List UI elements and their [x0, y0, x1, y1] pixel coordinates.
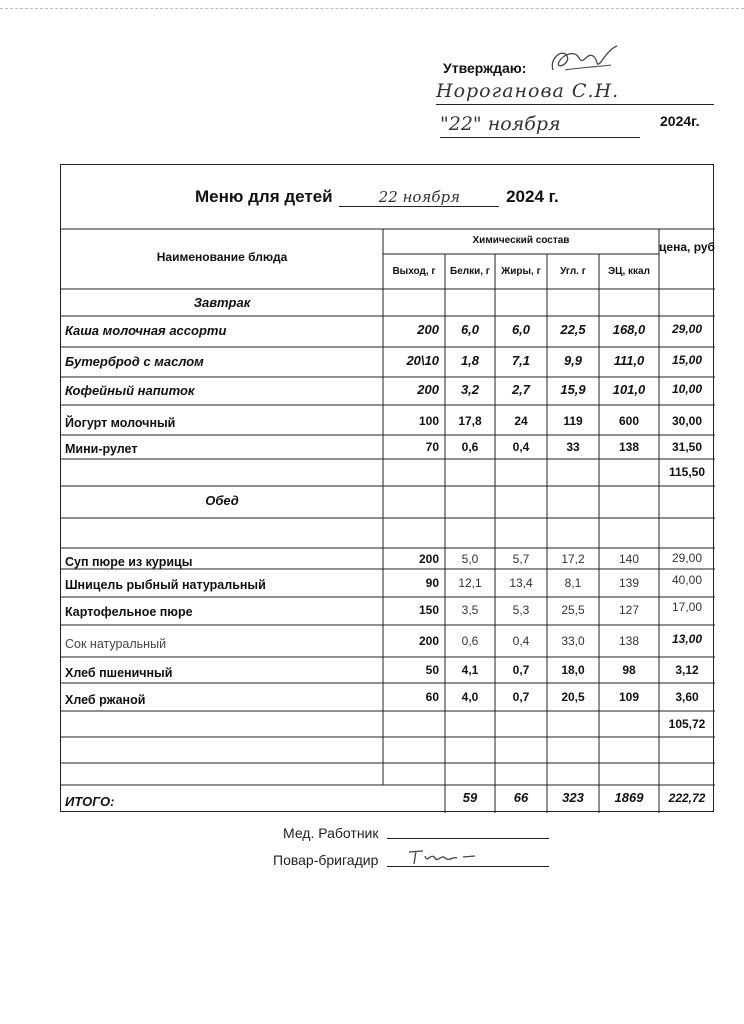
lunch-subtotal: 105,72	[668, 717, 706, 731]
header-energy: ЭЦ, ккал	[608, 266, 650, 277]
dish-name: Шницель рыбный натуральный	[65, 578, 266, 592]
total-price: 222,72	[668, 791, 706, 805]
dish-fat: 6,0	[511, 322, 531, 337]
cook-label: Повар-бригадир	[273, 852, 379, 868]
dish-carbs: 15,9	[560, 382, 586, 397]
cook-signature	[405, 846, 485, 868]
dish-price: 31,50	[671, 440, 703, 454]
dish-output: 90	[425, 576, 439, 590]
medic-label: Мед. Работник	[283, 825, 379, 841]
dish-price: 29,00	[671, 551, 703, 565]
dish-price: 17,00	[671, 600, 703, 614]
menu-title	[195, 187, 559, 207]
medic-signature-line	[387, 838, 549, 839]
dish-output: 50	[425, 663, 439, 677]
total-protein: 59	[462, 790, 478, 805]
dish-energy: 138	[618, 634, 640, 648]
dish-output: 100	[418, 414, 439, 428]
header-fat: Жиры, г	[501, 266, 541, 277]
section-lunch: Обед	[205, 493, 239, 508]
dish-protein: 12,1	[458, 576, 482, 590]
dish-energy: 127	[618, 603, 640, 617]
dish-fat: 0,4	[512, 634, 530, 648]
dish-fat: 2,7	[511, 382, 531, 397]
dish-energy: 101,0	[612, 382, 646, 397]
dish-carbs: 33,0	[561, 634, 585, 648]
dish-price: 30,00	[671, 414, 703, 428]
menu-title-date: 22 ноября	[339, 188, 499, 207]
dish-carbs: 33	[566, 440, 580, 454]
dish-protein: 17,8	[458, 414, 482, 428]
approval-year: 2024г.	[660, 113, 700, 129]
dish-protein: 4,1	[461, 663, 479, 677]
menu-table	[60, 164, 714, 812]
dish-carbs: 25,5	[561, 603, 585, 617]
dish-energy: 140	[618, 552, 640, 566]
dish-name: Каша молочная ассорти	[65, 323, 227, 338]
approval-date: "22" ноября	[440, 113, 640, 138]
approval-label: Утверждаю:	[443, 60, 527, 76]
dish-protein: 0,6	[461, 634, 479, 648]
dish-protein: 6,0	[460, 322, 480, 337]
dish-name: Хлеб ржаной	[65, 693, 146, 707]
dish-name: Картофельное пюре	[65, 605, 193, 619]
dish-fat: 7,1	[511, 353, 531, 368]
dish-output: 200	[418, 552, 439, 566]
header-price: цена, руб	[659, 240, 715, 254]
dish-protein: 4,0	[461, 690, 479, 704]
dish-name: Бутерброд с маслом	[65, 354, 204, 369]
header-protein: Белки, г	[450, 266, 490, 277]
dish-fat: 13,4	[509, 576, 533, 590]
total-label: ИТОГО:	[65, 794, 115, 809]
dish-protein: 3,5	[461, 603, 479, 617]
header-carbs: Угл. г	[560, 266, 586, 277]
dish-fat: 5,3	[512, 603, 530, 617]
dish-carbs: 20,5	[561, 690, 585, 704]
dish-output: 150	[418, 603, 439, 617]
dish-energy: 168,0	[612, 322, 646, 337]
dish-price: 40,00	[671, 573, 703, 587]
dish-protein: 5,0	[461, 552, 479, 566]
dish-name: Сок натуральный	[65, 637, 167, 651]
header-chem: Химический состав	[472, 235, 570, 246]
dish-output: 70	[425, 440, 439, 454]
dish-fat: 0,7	[512, 663, 530, 677]
menu-title-suffix: 2024 г.	[506, 187, 559, 206]
total-fat: 66	[513, 790, 529, 805]
dish-carbs: 18,0	[561, 663, 585, 677]
dish-name: Кофейный напиток	[65, 383, 195, 398]
dish-fat: 0,4	[512, 440, 530, 454]
dish-price: 29,00	[671, 322, 703, 336]
header-output: Выход, г	[392, 266, 436, 277]
scan-edge	[0, 8, 744, 9]
dish-energy: 109	[618, 690, 640, 704]
dish-output: 20\10	[406, 353, 439, 368]
dish-carbs: 9,9	[563, 353, 583, 368]
dish-name: Суп пюре из курицы	[65, 555, 193, 569]
approval-name: Нороганова С.Н.	[436, 80, 714, 105]
dish-protein: 1,8	[460, 353, 480, 368]
dish-output: 200	[417, 382, 439, 397]
dish-energy: 139	[618, 576, 640, 590]
dish-output: 200	[417, 322, 439, 337]
dish-energy: 111,0	[613, 353, 645, 368]
dish-price: 3,60	[675, 690, 699, 704]
dish-output: 60	[425, 690, 439, 704]
dish-price: 13,00	[671, 632, 703, 646]
dish-fat: 5,7	[512, 552, 530, 566]
dish-fat: 0,7	[512, 690, 530, 704]
dish-carbs: 22,5	[560, 322, 586, 337]
dish-output: 200	[418, 634, 439, 648]
dish-energy: 98	[622, 663, 636, 677]
breakfast-subtotal: 115,50	[668, 465, 706, 479]
dish-carbs: 17,2	[561, 552, 585, 566]
dish-carbs: 8,1	[564, 576, 582, 590]
dish-name: Мини-рулет	[65, 442, 138, 456]
dish-protein: 3,2	[460, 382, 480, 397]
dish-protein: 0,6	[461, 440, 479, 454]
dish-carbs: 119	[563, 414, 583, 428]
total-carbs: 323	[562, 790, 584, 805]
dish-price: 10,00	[671, 382, 703, 396]
approval-signature	[545, 40, 625, 80]
dish-energy: 600	[618, 414, 640, 428]
section-breakfast: Завтрак	[193, 295, 251, 310]
dish-price: 3,12	[675, 663, 699, 677]
dish-name: Йогурт молочный	[65, 416, 176, 430]
total-energy: 1869	[614, 790, 644, 805]
header-dish: Наименование блюда	[156, 250, 288, 264]
dish-name: Хлеб пшеничный	[65, 666, 173, 680]
dish-fat: 24	[514, 414, 528, 428]
dish-energy: 138	[618, 440, 640, 454]
dish-price: 15,00	[671, 353, 703, 367]
menu-title-prefix: Меню для детей	[195, 187, 333, 206]
